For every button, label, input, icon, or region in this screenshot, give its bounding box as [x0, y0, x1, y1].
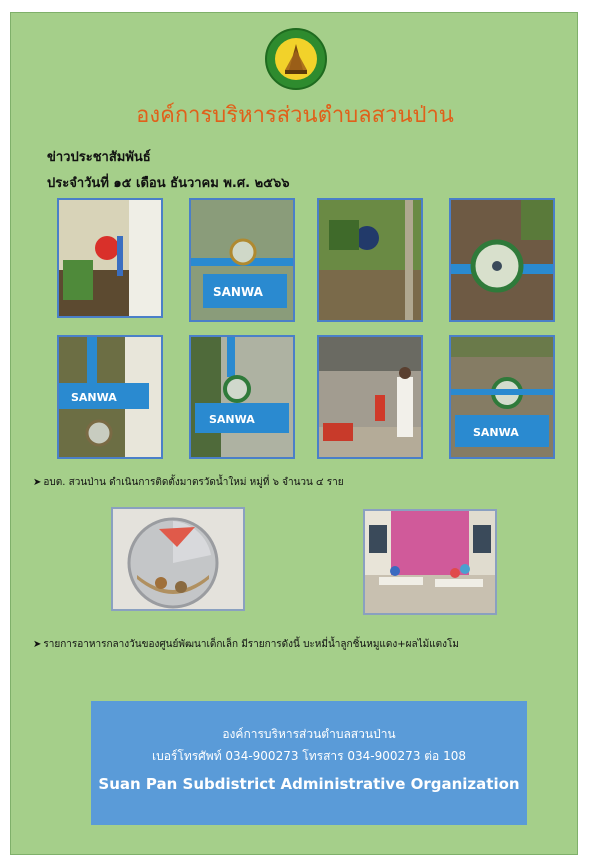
footer-org-th: องค์การบริหารส่วนตำบลสวนป่าน: [222, 727, 396, 741]
installed-meter-photo: [449, 335, 555, 459]
section1-caption: ➤ อบต. สวนป่าน ดำเนินการติดตั้งมาตรวัดน้ำใหม่ หมู่ที่ ๖ จำนวน ๔ ราย: [33, 477, 344, 488]
arrow-bullet-icon: ➤: [33, 639, 42, 650]
footer-org-en: Suan Pan Subdistrict Administrative Organization: [98, 775, 520, 793]
svg-text:SANWA: SANWA: [473, 426, 519, 439]
sanwa-pipe-photo: [57, 335, 163, 459]
water-meter-sanwa-photo: [189, 198, 295, 322]
pipe-installation-photo: [317, 198, 423, 322]
svg-text:SANWA: SANWA: [209, 413, 255, 426]
svg-text:SANWA: SANWA: [71, 391, 117, 404]
footer-contact: เบอร์โทรศัพท์ 034-900273 โทรสาร 034-900273 ต่อ 108: [152, 749, 466, 763]
arrow-bullet-icon: ➤: [33, 477, 42, 488]
meter-on-pipe-photo: [189, 335, 295, 459]
lunch-tray-photo: [111, 507, 245, 611]
news-date: ประจำวันที่ ๑๕ เดือน ธันวาคม พ.ศ. ๒๕๖๖: [47, 176, 290, 191]
children-eating-photo: [363, 509, 497, 615]
section2-caption: ➤ รายการอาหารกลางวันของศูนย์พัฒนาเด็กเล็ก มีรายการดังนี้ บะหมี่น้ำลูกชิ้นหมูแดง+ผลไม้แตงโม: [33, 639, 460, 650]
water-meter-closeup-photo: [449, 198, 555, 322]
news-heading: ข่าวประชาสัมพันธ์: [47, 150, 151, 165]
contact-footer: [91, 701, 527, 825]
news-header: [47, 145, 290, 197]
seal-logo-icon: [265, 28, 327, 90]
residents-photo: [317, 335, 423, 459]
worker-digging-photo: [57, 198, 163, 318]
org-title: องค์การบริหารส่วนตำบลสวนป่าน: [136, 103, 454, 128]
sanwa-label: SANWA: [213, 285, 263, 299]
poster: [10, 12, 578, 855]
